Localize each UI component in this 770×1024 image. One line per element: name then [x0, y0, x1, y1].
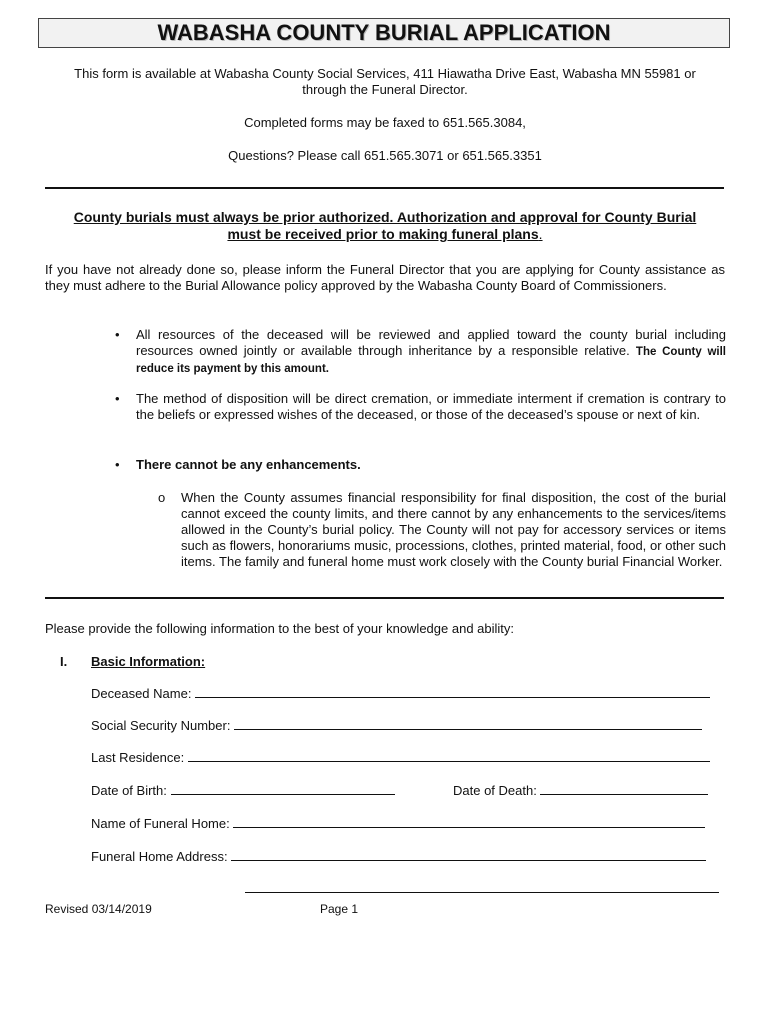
ssn-field[interactable] — [234, 717, 702, 730]
fax-info: Completed forms may be faxed to 651.565.3084, — [244, 115, 526, 130]
funeral-home-label: Name of Funeral Home: — [91, 816, 230, 831]
section-number: I. — [60, 654, 68, 669]
warning-line-2 — [45, 226, 725, 243]
funeral-address-row — [91, 848, 706, 865]
ssn-row — [91, 717, 702, 734]
section-heading: Basic Information: — [91, 654, 206, 669]
intro-paragraph: If you have not already done so, please inform the Funeral Director that you are applying for County assistance as they must adhere to the Burial Allowance policy approved by the Wabasha County Board of Commissioners. — [45, 262, 725, 293]
last-residence-field[interactable] — [188, 749, 710, 762]
bullet-resources-text: All resources of the deceased will be reviewed and applied toward the county burial including resources owned jointly or available through inheritance by a responsible relative. — [136, 327, 726, 358]
dob-label: Date of Birth: — [91, 783, 167, 798]
dod-label: Date of Death: — [453, 783, 537, 798]
sub-bullet-county-limits: When the County assumes financial responsibility for final disposition, the cost of the burial cannot exceed the county limits, and there cannot by any enhancements to the services/items allowed in the County’s burial policy. The County will not pay for accessory services or items such as flowers, honorariums music, processions, clothes, printed material, food, or other such items. The family and funeral home must work closely with the County burial Financial Worker. — [181, 490, 726, 569]
funeral-address-row-2 — [245, 880, 719, 897]
bullet-glyph-2: • — [115, 391, 120, 406]
form-title: WABASHA COUNTY BURIAL APPLICATION — [38, 18, 730, 48]
warning-line-1: County burials must always be prior authorized. Authorization and approval for County Burial — [73, 209, 697, 225]
deceased-name-field[interactable] — [195, 685, 710, 698]
sub-bullet-glyph: o — [158, 490, 166, 505]
bullet-no-enhancements: There cannot be any enhancements. — [136, 457, 361, 472]
questions-info: Questions? Please call 651.565.3071 or 651.565.3351 — [228, 148, 542, 163]
funeral-address-field-2[interactable] — [245, 880, 719, 893]
page-number: Page 1 — [320, 902, 359, 916]
divider-top — [45, 187, 724, 189]
instructions: Please provide the following information to the best of your knowledge and ability: — [45, 621, 515, 636]
funeral-home-field[interactable] — [233, 815, 705, 828]
bullet-disposition: The method of disposition will be direct cremation, or immediate interment if cremation is contrary to the beliefs or expressed wishes of the deceased, or those of the deceased’s spouse or next of kin. — [136, 391, 726, 422]
funeral-home-row — [91, 815, 705, 832]
warning-period: . — [538, 226, 543, 242]
last-residence-row — [91, 749, 710, 766]
bullet-glyph-3: • — [115, 457, 120, 472]
deceased-name-row — [91, 685, 710, 702]
deceased-name-label: Deceased Name: — [91, 686, 192, 701]
intro-address-line-2: through the Funeral Director. — [302, 82, 468, 97]
dod-field[interactable] — [540, 782, 708, 795]
ssn-label: Social Security Number: — [91, 718, 231, 733]
dod-row — [453, 782, 708, 799]
bullet-glyph-1: • — [115, 327, 120, 342]
intro-address-line: This form is available at Wabasha County Social Services, 411 Hiawatha Drive East, Wabasha MN 55981 or — [74, 66, 696, 81]
funeral-address-field[interactable] — [231, 848, 706, 861]
warning-line-2-text: must be received prior to making funeral plans — [227, 226, 539, 242]
bullet-resources-bold: The County will reduce its payment by this amount. — [136, 346, 726, 375]
prior-authorization-warning — [45, 209, 725, 243]
last-residence-label: Last Residence: — [91, 750, 185, 765]
dob-row — [91, 782, 395, 799]
funeral-address-label: Funeral Home Address: — [91, 849, 228, 864]
dob-field[interactable] — [171, 782, 395, 795]
divider-bottom — [45, 597, 724, 599]
revised-date: Revised 03/14/2019 — [45, 902, 152, 916]
bullet-resources — [136, 327, 726, 377]
